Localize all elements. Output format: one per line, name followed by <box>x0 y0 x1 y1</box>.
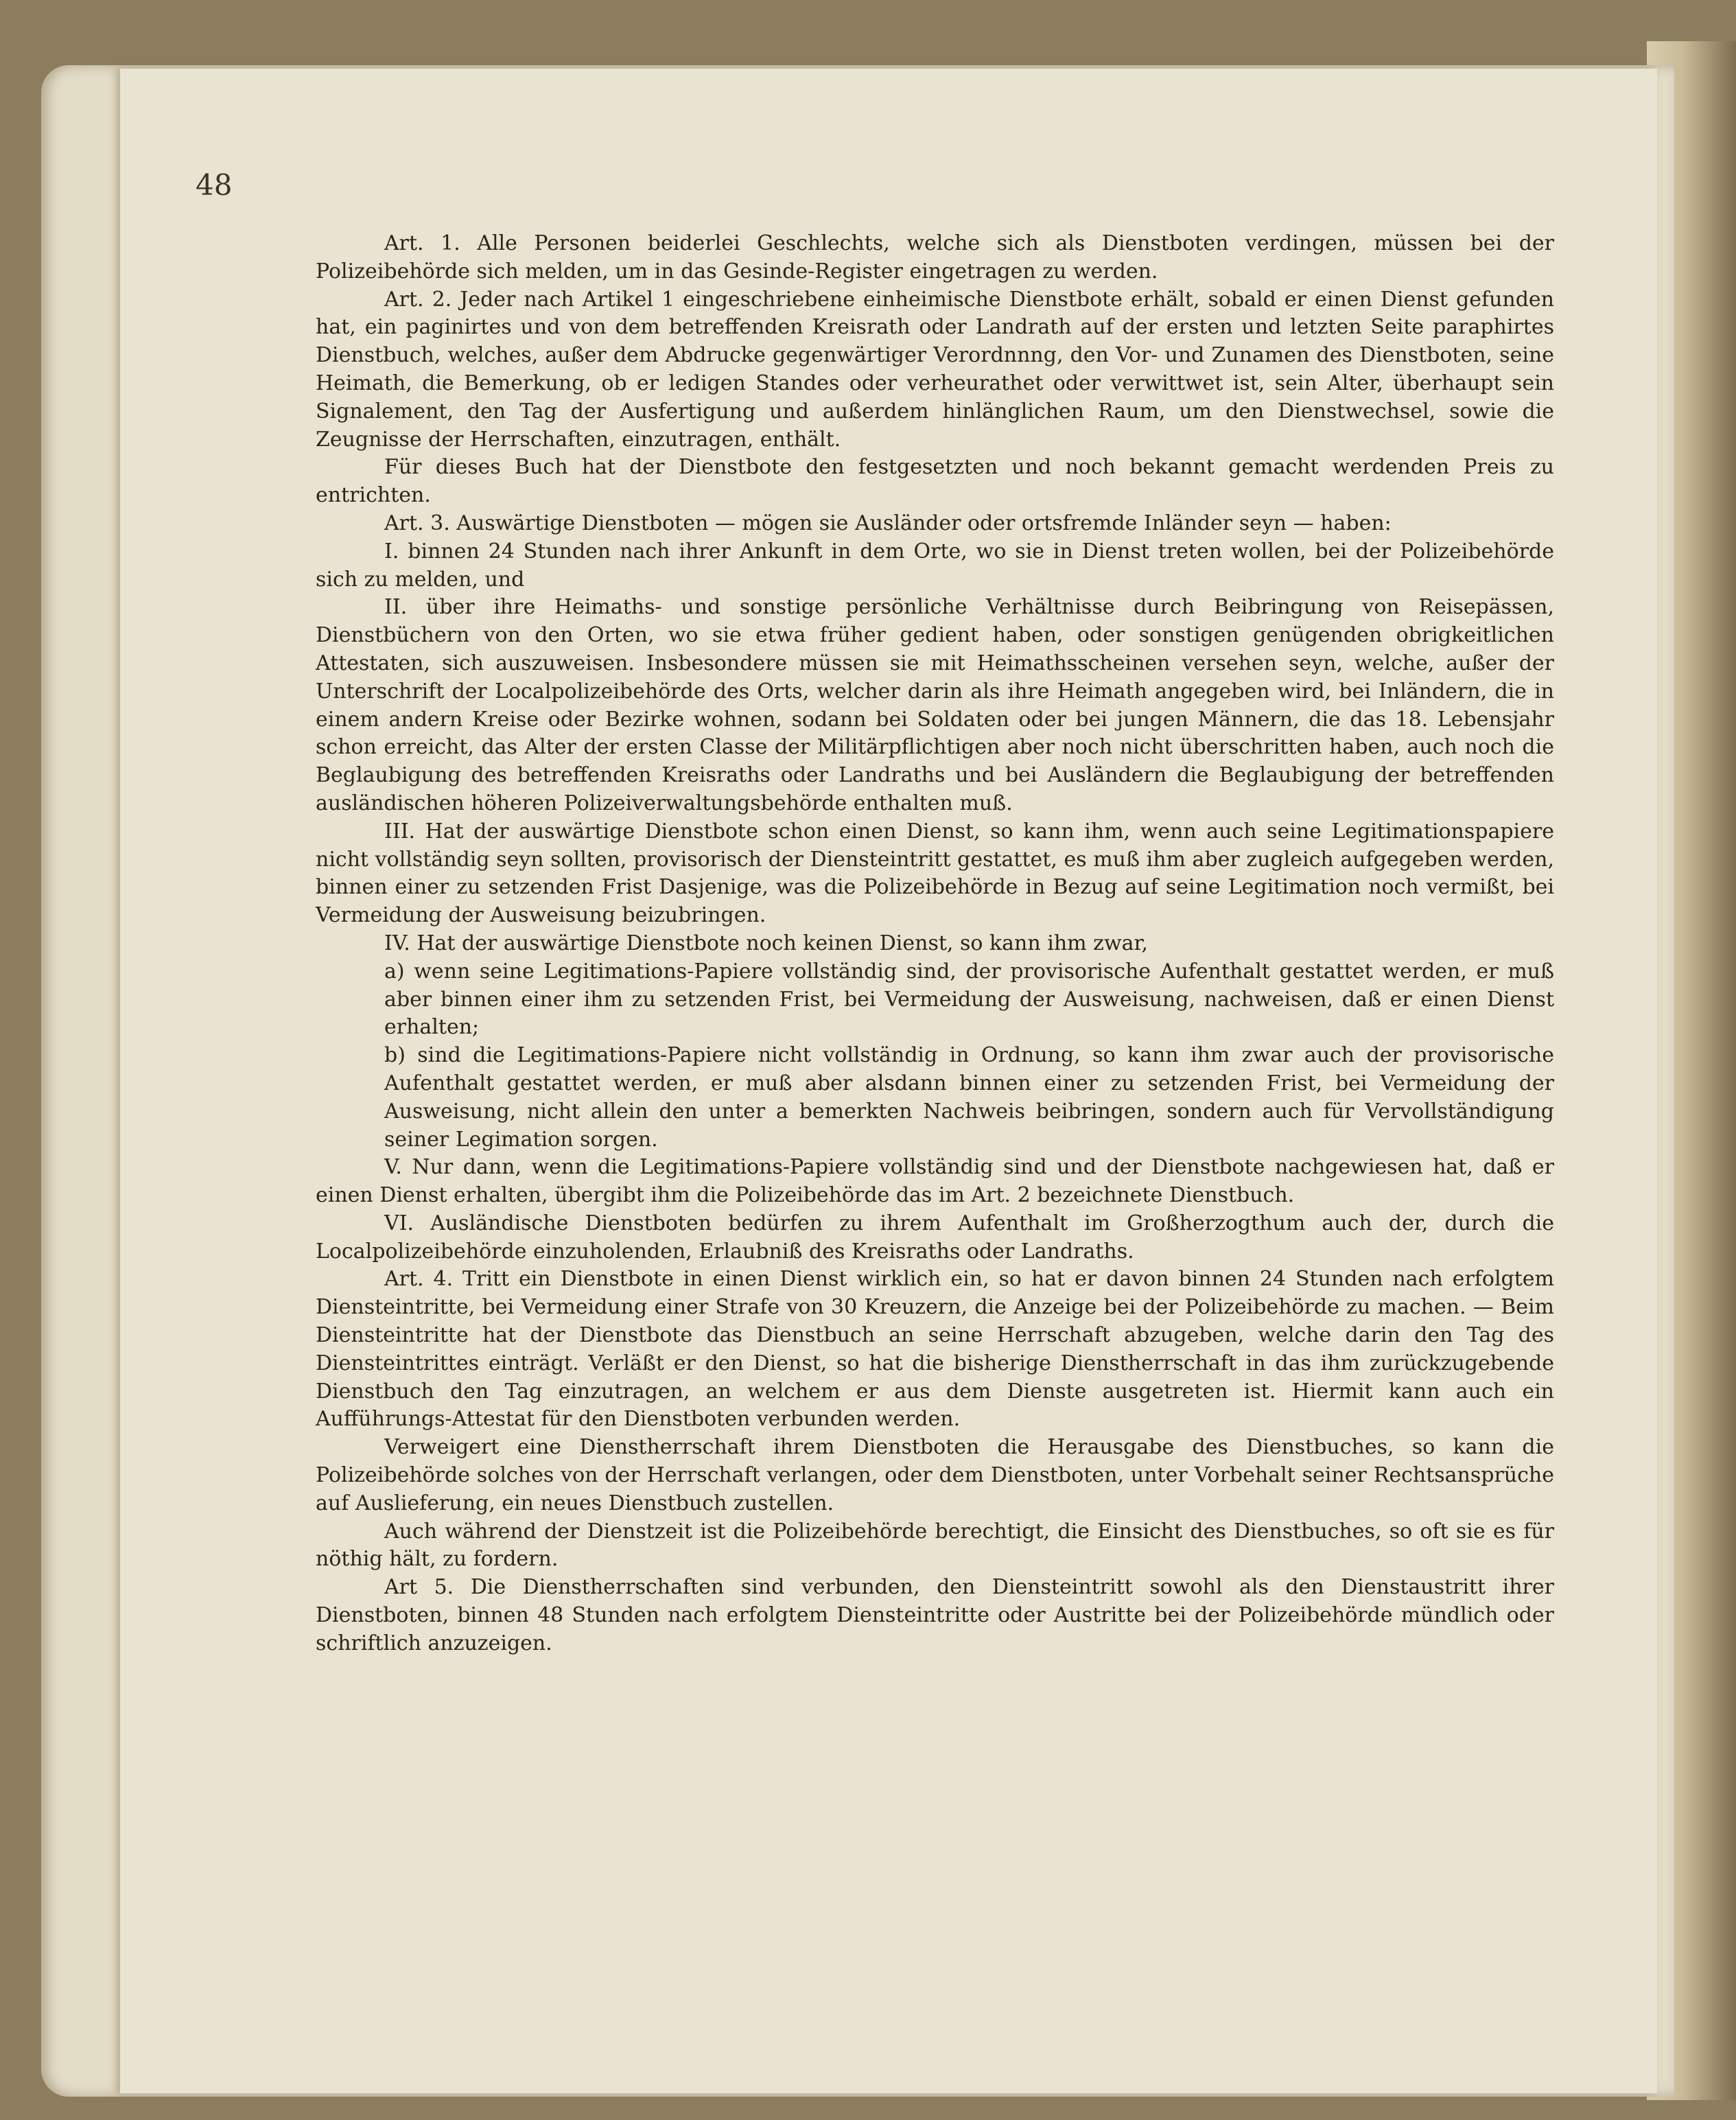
paragraph-art-5: Art 5. Die Dienstherrschaften sind verbunden, den Diensteintritt sowohl als den Dienstaustritt ihrer Dienstboten, binnen 48 Stunden nach erfolgtem Diensteintritte oder Austritte bei der Polizeibehörde mündlich oder schriftlich anzuzeigen. <box>316 1575 1554 1655</box>
paragraph-art-4: Art. 4. Tritt ein Dienstbote in einen Dienst wirklich ein, so hat er davon binnen 24 Stunden nach erfolgtem Diensteintritte, bei Vermeidung einer Strafe von 30 Kreuzern, die Anzeige bei der Polizeibehörde zu machen. — Beim Diensteintritte hat der Dienstbote das Dienstbuch an seine Herrschaft abzugeben, welche darin den Tag des Diensteintrittes einträgt. Verläßt er den Dienst, so hat die bisherige Dienstherrschaft in das ihm zurückzugebende Dienstbuch den Tag einzutragen, an welchem er aus dem Dienste ausgetreten ist. Hiermit kann auch ein Aufführungs-Attestat für den Dienstboten verbunden werden. <box>316 1267 1554 1432</box>
paragraph-art-3-vi: VI. Ausländische Dienstboten bedürfen zu ihrem Aufenthalt im Großherzogthum auch der, durch die Localpolizeibehörde einzuholenden, Erlaubniß des Kreisraths oder Landraths. <box>316 1211 1554 1263</box>
paragraph-art-3-ii: II. über ihre Heimaths- und sonstige persönliche Verhältnisse durch Beibringung von Reisepässen, Dienstbüchern von den Orten, wo sie etwa früher gedient haben, oder sonstigen genügenden obrigkeitlichen Attestaten, sich auszuweisen. Insbesondere müssen sie mit Heimathsscheinen versehen seyn, welche, außer der Unterschrift der Localpolizeibehörde des Orts, welcher darin als ihre Heimath angegeben wird, bei Inländern, die in einem andern Kreise oder Bezirke wohnen, sodann bei Soldaten oder bei jungen Männern, die das 18. Lebensjahr schon erreicht, das Alter der ersten Classe der Militärpflichtigen aber noch nicht überschritten haben, auch noch die Beglaubigung des betreffenden Kreisraths oder Landraths und bei Ausländern die Beglaubigung der betreffenden ausländischen höheren Polizeiverwaltungsbehörde enthalten muß. <box>316 595 1554 815</box>
paragraph-art-3-v: V. Nur dann, wenn die Legitimations-Papiere vollständig sind und der Dienstbote nachgewiesen hat, daß er einen Dienst erhalten, übergibt ihm die Polizeibehörde das im Art. 2 bezeichnete Dienstbuch. <box>316 1155 1554 1208</box>
paragraph-art-4-refusal: Verweigert eine Dienstherrschaft ihrem Dienstboten die Herausgabe des Dienstbuches, so kann die Polizeibehörde solches von der Herrschaft verlangen, oder dem Dienstboten, unter Vorbehalt seiner Rechtsansprüche auf Auslieferung, ein neues Dienstbuch zustellen. <box>316 1435 1554 1515</box>
paragraph-art-2: Art. 2. Jeder nach Artikel 1 eingeschriebene einheimische Dienstbote erhält, sobald er einen Dienst gefunden hat, ein paginirtes und von dem betreffenden Kreisrath oder Landrath auf der ersten und letzten Seite paraphirtes Dienstbuch, welches, außer dem Abdrucke gegenwärtiger Verordnnng, den Vor- und Zunamen des Dienstboten, seine Heimath, die Bemerkung, ob er ledigen Standes oder verheurathet oder verwittwet ist, sein Alter, überhaupt sein Signalement, den Tag der Ausfertigung und außerdem hinlänglichen Raum, um den Dienstwechsel, sowie die Zeugnisse der Herrschaften, einzutragen, enthält. <box>316 287 1554 452</box>
paragraph-art-4-inspection: Auch während der Dienstzeit ist die Polizeibehörde berechtigt, die Einsicht des Dienstbuches, so oft sie es für nöthig hält, zu fordern. <box>316 1519 1554 1572</box>
paragraph-art-3-iv-a: a) wenn seine Legitimations-Papiere vollständig sind, der provisorische Aufenthalt gestattet werden, er muß aber binnen einer ihm zu setzenden Frist, bei Vermeidung der Ausweisung, nachweisen, daß er einen Dienst erhalten; <box>384 959 1554 1040</box>
paragraph-art-1: Art. 1. Alle Personen beiderlei Geschlechts, welche sich als Dienstboten verdingen, müssen bei der Polizeibehörde sich melden, um in das Gesinde-Register eingetragen zu werden. <box>316 231 1554 283</box>
paragraph-art-3: Art. 3. Auswärtige Dienstboten — mögen sie Ausländer oder ortsfremde Inländer seyn — haben: <box>384 511 1392 535</box>
paragraph-art-2-price: Für dieses Buch hat der Dienstbote den festgesetzten und noch bekannt gemacht werdenden Preis zu entrichten. <box>316 455 1554 508</box>
paragraph-art-3-iv-b: b) sind die Legitimations-Papiere nicht vollständig in Ordnung, so kann ihm zwar auch der provisorische Aufenthalt gestattet werden, er muß aber alsdann binnen einer zu setzenden Frist, bei Vermeidung der Ausweisung, nicht allein den unter a bemerkten Nachweis beibringen, sondern auch für Vervollständigung seiner Legimation sorgen. <box>384 1043 1554 1152</box>
paragraph-art-3-i: I. binnen 24 Stunden nach ihrer Ankunft in dem Orte, wo sie in Dienst treten wollen, bei der Polizeibehörde sich zu melden, und <box>316 539 1554 592</box>
page-number: 48 <box>196 168 233 202</box>
paragraph-art-3-iv: IV. Hat der auswärtige Dienstbote noch keinen Dienst, so kann ihm zwar, <box>384 931 1149 955</box>
page-body <box>316 230 1554 1658</box>
paragraph-art-3-iii: III. Hat der auswärtige Dienstbote schon einen Dienst, so kann ihm, wenn auch seine Legitimationspapiere nicht vollständig seyn sollten, provisorisch der Diensteintritt gestattet, es muß ihm aber zugleich aufgegeben werden, binnen einer zu setzenden Frist Dasjenige, was die Polizeibehörde in Bezug auf seine Legitimation noch vermißt, bei Vermeidung der Ausweisung beizubringen. <box>316 819 1554 928</box>
